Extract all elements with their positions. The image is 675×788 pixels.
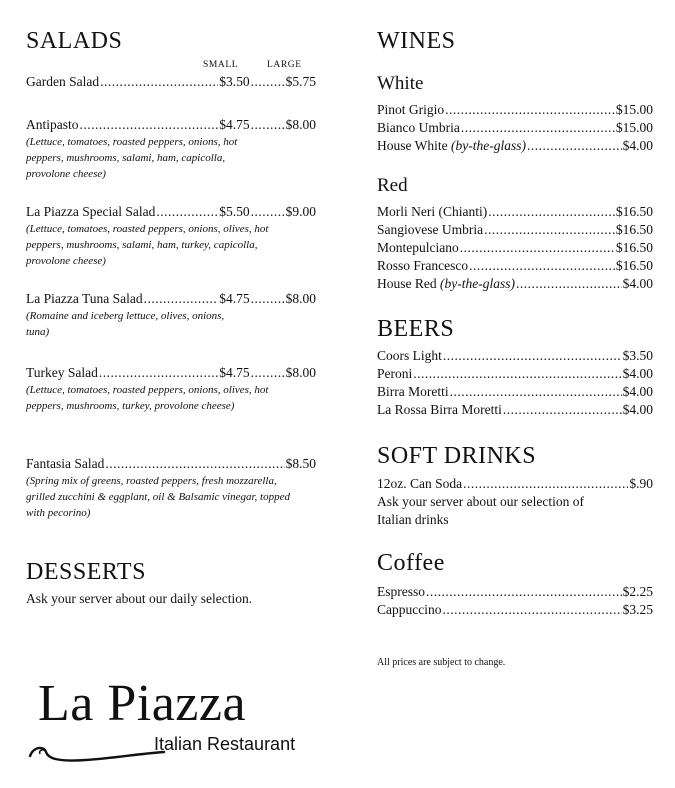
desserts-heading: DESSERTS: [26, 559, 146, 585]
small-price: $4.75: [219, 117, 250, 132]
red-wine-list: [377, 203, 653, 293]
soft-drinks-list: [377, 475, 653, 529]
large-price: $8.00: [285, 365, 316, 380]
item-name: La Piazza Special Salad: [26, 204, 156, 219]
large-column-header: LARGE: [267, 60, 302, 70]
wine-row: [377, 221, 653, 239]
item-name: Antipasto: [26, 117, 79, 132]
wine-name: House White: [377, 138, 448, 153]
large-price: $8.00: [285, 117, 316, 132]
restaurant-logo: [26, 676, 326, 766]
coffee-list: [377, 583, 653, 619]
beer-name: Coors Light: [377, 348, 442, 363]
wine-serving: (by-the-glass): [440, 276, 515, 291]
item-description: (Lettuce, tomatoes, roasted peppers, onions, olives, hot peppers, mushrooms, turkey, provolone cheese): [26, 384, 269, 412]
beer-name: Birra Moretti: [377, 384, 449, 399]
wine-price: $16.50: [615, 258, 653, 273]
coffee-row: [377, 583, 653, 601]
wine-price: $15.00: [615, 120, 653, 135]
beers-heading: BEERS: [377, 316, 455, 342]
red-wine-heading: Red: [377, 175, 408, 196]
soft-drinks-note: Ask your server about our selection of Italian drinks: [377, 494, 584, 527]
large-price: $5.75: [285, 74, 316, 89]
wine-name: House Red: [377, 276, 437, 291]
white-wine-list: [377, 101, 653, 155]
salad-item: [26, 455, 316, 521]
small-price: $5.50: [219, 204, 250, 219]
large-price: $9.00: [285, 204, 316, 219]
soft-drink-price: $.90: [629, 476, 653, 491]
item-description: (Spring mix of greens, roasted peppers, fresh mozzarella, grilled zucchini & eggplant, oil & Balsamic vinegar, topped with pecorino): [26, 475, 290, 519]
item-name: La Piazza Tuna Salad: [26, 291, 143, 306]
coffee-price: $3.25: [622, 602, 653, 617]
wine-price: $16.50: [615, 204, 653, 219]
beer-list: [377, 347, 653, 419]
beer-name: Peroni: [377, 366, 413, 381]
coffee-name: Espresso: [377, 584, 425, 599]
salad-item: [26, 364, 316, 414]
wine-name: Morli Neri (Chianti): [377, 204, 488, 219]
beer-row: [377, 365, 653, 383]
wine-row: [377, 119, 653, 137]
beer-price: $4.00: [622, 366, 653, 381]
wine-name: Rosso Francesco: [377, 258, 469, 273]
item-description: (Lettuce, tomatoes, roasted peppers, onions, hot peppers, mushrooms, salami, ham, capicolla, provolone cheese): [26, 136, 238, 180]
beer-name: La Rossa Birra Moretti: [377, 402, 502, 417]
wines-heading: WINES: [377, 28, 456, 54]
salads-heading: SALADS: [26, 28, 123, 54]
salad-item: [26, 203, 316, 269]
soft-drinks-heading: SOFT DRINKS: [377, 443, 537, 469]
wine-row: [377, 239, 653, 257]
wine-row: [377, 101, 653, 119]
prices-disclaimer: All prices are subject to change.: [377, 657, 506, 668]
salad-item: [26, 116, 316, 182]
beer-row: [377, 401, 653, 419]
coffee-heading: Coffee: [377, 550, 445, 576]
wine-price: $4.00: [622, 138, 653, 153]
item-description: (Romaine and iceberg lettuce, olives, onions, tuna): [26, 310, 225, 338]
swoosh-icon: [26, 718, 166, 766]
salad-item: [26, 290, 316, 340]
beer-price: $4.00: [622, 402, 653, 417]
small-price: $3.50: [219, 74, 250, 89]
logo-subtitle: Italian Restaurant: [154, 734, 296, 754]
salad-item: [26, 73, 316, 91]
beer-price: $4.00: [622, 384, 653, 399]
soft-drink-row: [377, 475, 653, 493]
coffee-price: $2.25: [622, 584, 653, 599]
wine-name: Bianco Umbria: [377, 120, 460, 135]
wine-price: $4.00: [622, 276, 653, 291]
wine-price: $15.00: [615, 102, 653, 117]
wine-row: [377, 257, 653, 275]
wine-name: Montepulciano: [377, 240, 459, 255]
soft-drink-name: 12oz. Can Soda: [377, 476, 463, 491]
wine-serving: (by-the-glass): [451, 138, 526, 153]
beer-row: [377, 383, 653, 401]
beer-price: $3.50: [622, 348, 653, 363]
small-price: $4.75: [219, 291, 250, 306]
small-column-header: SMALL: [203, 60, 239, 70]
item-description: (Lettuce, tomatoes, roasted peppers, onions, olives, hot peppers, mushrooms, salami, ham, turkey, capicolla, provolone cheese): [26, 223, 269, 267]
coffee-row: [377, 601, 653, 619]
wine-row: [377, 137, 653, 155]
small-price: $4.75: [219, 365, 250, 380]
wine-price: $16.50: [615, 240, 653, 255]
wine-name: Pinot Grigio: [377, 102, 445, 117]
logo-name: La Piazza: [38, 675, 247, 732]
white-wine-heading: White: [377, 73, 424, 94]
wine-name: Sangiovese Umbria: [377, 222, 484, 237]
coffee-name: Cappuccino: [377, 602, 442, 617]
wine-price: $16.50: [615, 222, 653, 237]
wine-row: [377, 275, 653, 293]
item-name: Garden Salad: [26, 74, 100, 89]
wine-row: [377, 203, 653, 221]
item-name: Fantasia Salad: [26, 456, 105, 471]
item-name: Turkey Salad: [26, 365, 98, 380]
beer-row: [377, 347, 653, 365]
desserts-note: Ask your server about our daily selection.: [26, 591, 253, 606]
large-price: $8.00: [285, 291, 316, 306]
item-price: $8.50: [285, 456, 316, 471]
